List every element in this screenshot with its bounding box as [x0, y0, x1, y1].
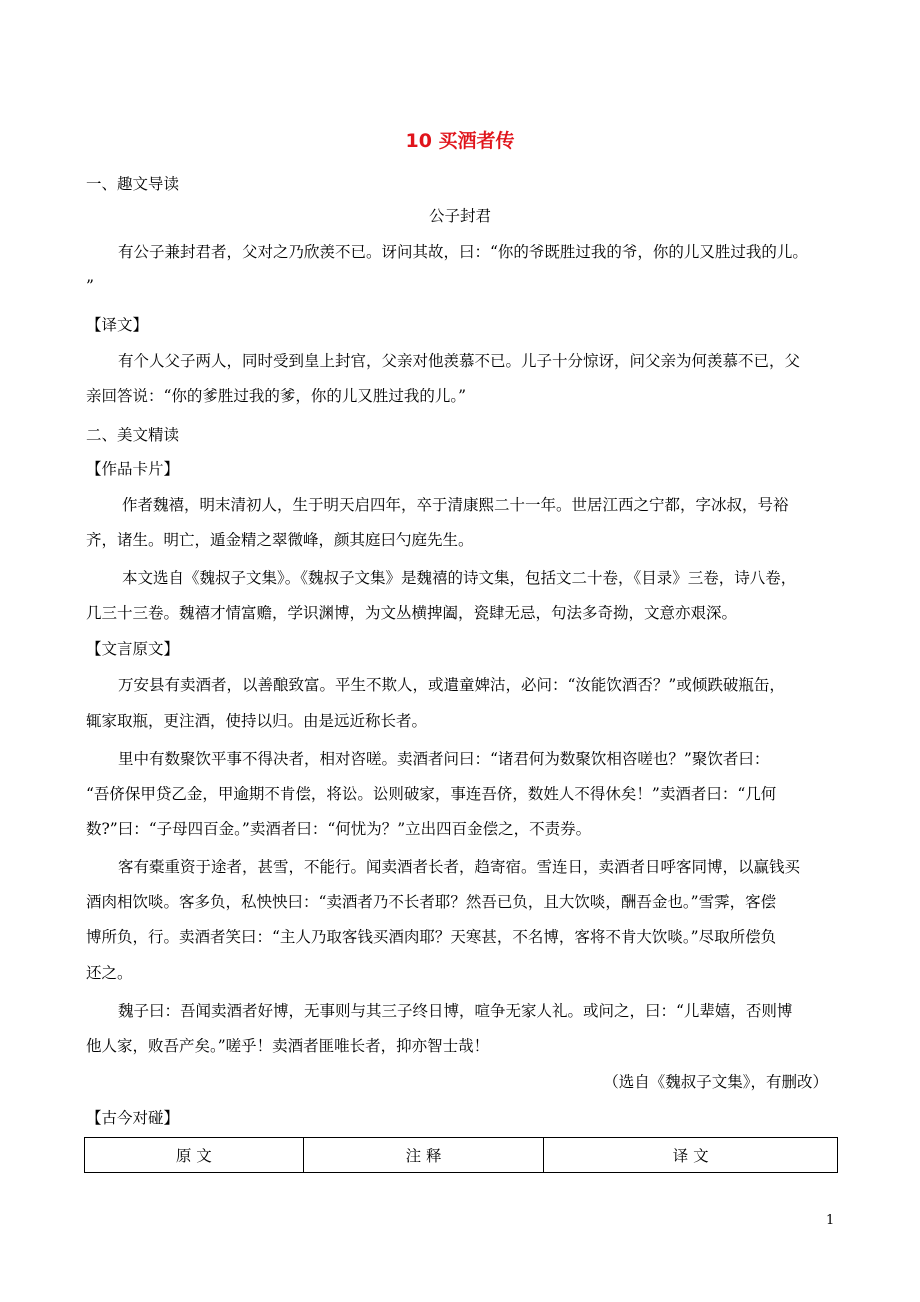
page-number: 1 [826, 1213, 835, 1228]
original-text-line: 他人家，败吾产矣。”嗟乎！卖酒者匪唯长者，抑亦智士哉！ [86, 1037, 490, 1055]
original-text-line: 万安县有卖酒者，以善酿致富。平生不欺人，或遣童婢沽，必问：“汝能饮酒否？”或倾跌破瓶缶， [118, 676, 785, 694]
source-citation: （选自《魏叔子文集》，有删改） [603, 1073, 828, 1091]
comparison-table [84, 1137, 838, 1173]
original-text-label: 【文言原文】 [86, 640, 180, 658]
original-text-line: 酒肉相饮啖。客多负，私怏怏曰：“卖酒者乃不长者耶？然吾已负，且大饮啖，酬吾金也。”雪霁，客偿 [86, 893, 777, 911]
original-text-line: 数?”曰：“子母四百金。”卖酒者曰：“何忧为？”立出四百金偿之，不责券。 [86, 820, 592, 838]
original-text-line: 里中有数聚饮平事不得决者，相对咨嗟。卖酒者问曰：“诸君何为数聚饮相咨嗟也？”聚饮者曰： [118, 750, 770, 768]
table-header-cell: 译 文 [544, 1138, 838, 1173]
section-heading-reading: 二、美文精读 [86, 426, 180, 444]
table-header-cell: 原 文 [85, 1138, 304, 1173]
story-title: 公子封君 [428, 207, 491, 225]
work-card-line: 几三十三卷。魏禧才情富赡，学识渊博，为文丛横捭阖，瓷肆无忌，句法多奇拗，文意亦艰深。 [86, 604, 738, 622]
section-heading-intro: 一、趣文导读 [86, 175, 180, 193]
translation-line: 亲回答说：“你的爹胜过我的爹，你的儿又胜过我的儿。” [86, 387, 467, 405]
work-card-label: 【作品卡片】 [86, 460, 180, 478]
original-text-line: 辄家取瓶，更注酒，使持以归。由是远近称长者。 [86, 712, 428, 730]
page-title: 10 买酒者传 [405, 130, 515, 152]
translation-label: 【译文】 [86, 316, 149, 334]
work-card-line: 齐，诸生。明亡，遁金精之翠微峰，颜其庭曰勺庭先生。 [86, 531, 474, 549]
table-header-row [85, 1138, 838, 1173]
original-text-line: 还之。 [86, 964, 133, 982]
story-line: ” [86, 277, 94, 295]
table-header-cell: 注 释 [303, 1138, 544, 1173]
story-line: 有公子兼封君者，父对之乃欣羡不已。讶问其故，曰：“你的爷既胜过我的爷，你的儿又胜过我的儿。 [118, 243, 808, 261]
original-text-line: 客有橐重资于途者，甚雪，不能行。闻卖酒者长者，趋寄宿。雪连日，卖酒者日呼客同博，以赢钱买 [118, 858, 801, 876]
original-text-line: “吾侪保甲贷乙金，甲逾期不肯偿，将讼。讼则破家，事连吾侪，数姓人不得休矣！”卖酒者曰：“几何 [86, 785, 777, 803]
translation-line: 有个人父子两人，同时受到皇上封官，父亲对他羡慕不已。儿子十分惊讶，问父亲为何羡慕不已，父 [118, 352, 801, 370]
comparison-label: 【古今对碰】 [86, 1109, 180, 1127]
work-card-line: 本文选自《魏叔子文集》。《魏叔子文集》是魏禧的诗文集，包括文二十卷，《目录》三卷，诗八卷， [122, 569, 797, 587]
work-card-line: 作者魏禧，明末清初人，生于明天启四年，卒于清康熙二十一年。世居江西之宁都，字冰叔，号裕 [122, 496, 789, 514]
original-text-line: 博所负，行。卖酒者笑曰：“主人乃取客钱买酒肉耶？天寒甚，不名博，客将不肯大饮啖。”尽取所偿负 [86, 928, 777, 946]
original-text-line: 魏子曰：吾闻卖酒者好博，无事则与其三子终日博，喧争无家人礼。或问之，曰：“儿辈嬉，否则博 [118, 1002, 793, 1020]
